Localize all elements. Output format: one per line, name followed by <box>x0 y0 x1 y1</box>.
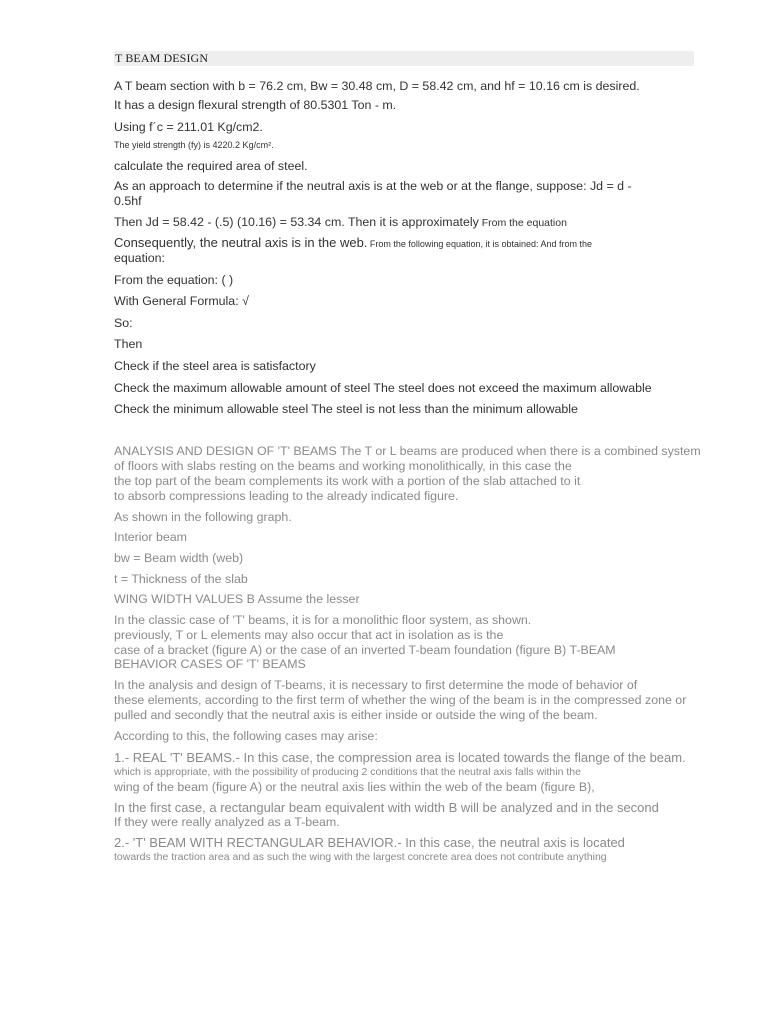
analysis-p1-line-2: of floors with slabs resting on the beams and working monolithically, in this case the <box>114 459 572 473</box>
analysis-p8-line-1: In the analysis and design of T-beams, it is necessary to first determine the mode of behavior of <box>114 678 638 692</box>
problem-line-7 <box>114 215 567 231</box>
problem-line-8a: Consequently, the neutral axis is in the web. <box>114 235 368 250</box>
problem-line-2: It has a design flexural strength of 80.5301 Ton - m. <box>114 98 397 112</box>
problem-line-4: The yield strength (fy) is 4220.2 Kg/cm². <box>114 140 274 150</box>
analysis-p4: bw = Beam width (web) <box>114 551 244 565</box>
problem-line-6b: 0.5hf <box>114 194 142 208</box>
problem-line-14: Check the maximum allowable amount of steel The steel does not exceed the maximum allowable <box>114 381 652 395</box>
analysis-p11-line-1: In the first case, a rectangular beam equivalent with width B will be analyzed and in the second <box>114 800 659 815</box>
page-title: T BEAM DESIGN <box>115 51 209 65</box>
analysis-p7-line-1: In the classic case of 'T' beams, it is for a monolithic floor system, as shown. <box>114 613 532 627</box>
analysis-p10-line-2: which is appropriate, with the possibility of producing 2 conditions that the neutral axis falls within the <box>114 766 581 778</box>
problem-line-8 <box>114 235 592 252</box>
analysis-p8-line-3: pulled and secondly that the neutral axis is either inside or outside the wing of the beam. <box>114 708 598 722</box>
problem-line-7a: Then Jd = 58.42 - (.5) (10.16) = 53.34 cm. Then it is approximately <box>114 215 479 229</box>
problem-line-8c: equation: <box>114 251 165 265</box>
analysis-p12-line-1: 2.- 'T' BEAM WITH RECTANGULAR BEHAVIOR.- In this case, the neutral axis is located <box>114 835 625 850</box>
analysis-p1-line-1: ANALYSIS AND DESIGN OF 'T' BEAMS The T or L beams are produced when there is a combined system <box>114 444 701 458</box>
problem-line-11: So: <box>114 316 133 330</box>
problem-line-7b: From the equation <box>478 217 567 229</box>
analysis-p2: As shown in the following graph. <box>114 510 292 524</box>
analysis-p10-line-3: wing of the beam (figure A) or the neutral axis lies within the web of the beam (figure B), <box>114 780 595 794</box>
analysis-p7-line-2: previously, T or L elements may also occur that act in isolation as is the <box>114 628 504 642</box>
problem-line-10: With General Formula: √ <box>114 294 249 308</box>
problem-line-5: calculate the required area of steel. <box>114 159 308 173</box>
analysis-p8-line-2: these elements, according to the first term of whether the wing of the beam is in the compressed zone or <box>114 693 687 707</box>
problem-line-13: Check if the steel area is satisfactory <box>114 359 316 373</box>
analysis-p9: According to this, the following cases may arise: <box>114 729 378 743</box>
analysis-p10-line-1: 1.- REAL 'T' BEAMS.- In this case, the compression area is located towards the flange of the beam. <box>114 750 686 765</box>
problem-line-15: Check the minimum allowable steel The steel is not less than the minimum allowable <box>114 402 578 416</box>
problem-line-9: From the equation: ( ) <box>114 273 234 287</box>
analysis-p7-line-3: case of a bracket (figure A) or the case of an inverted T-beam foundation (figure B) T-BEAM <box>114 643 616 657</box>
problem-line-3: Using f´c = 211.01 Kg/cm2. <box>114 120 263 134</box>
problem-line-8b: From the following equation, it is obtained: And from the <box>367 239 593 249</box>
problem-line-1: A T beam section with b = 76.2 cm, Bw = 30.48 cm, D = 58.42 cm, and hf = 10.16 cm is desired. <box>114 79 640 93</box>
analysis-p11-line-2: If they were really analyzed as a T-beam. <box>114 815 340 829</box>
analysis-p3: Interior beam <box>114 530 188 544</box>
analysis-p12-line-2: towards the traction area and as such the wing with the largest concrete area does not contribute anything <box>114 851 607 863</box>
analysis-p6: WING WIDTH VALUES B Assume the lesser <box>114 592 360 606</box>
analysis-p1-line-3: the top part of the beam complements its work with a portion of the slab attached to it <box>114 474 581 488</box>
analysis-p5: t = Thickness of the slab <box>114 572 248 586</box>
problem-line-6a: As an approach to determine if the neutral axis is at the web or at the flange, suppose: Jd = d - <box>114 179 632 193</box>
problem-line-12: Then <box>114 337 143 351</box>
analysis-p7-line-4: BEHAVIOR CASES OF 'T' BEAMS <box>114 657 306 671</box>
analysis-p1-line-4: to absorb compressions leading to the already indicated figure. <box>114 489 459 503</box>
